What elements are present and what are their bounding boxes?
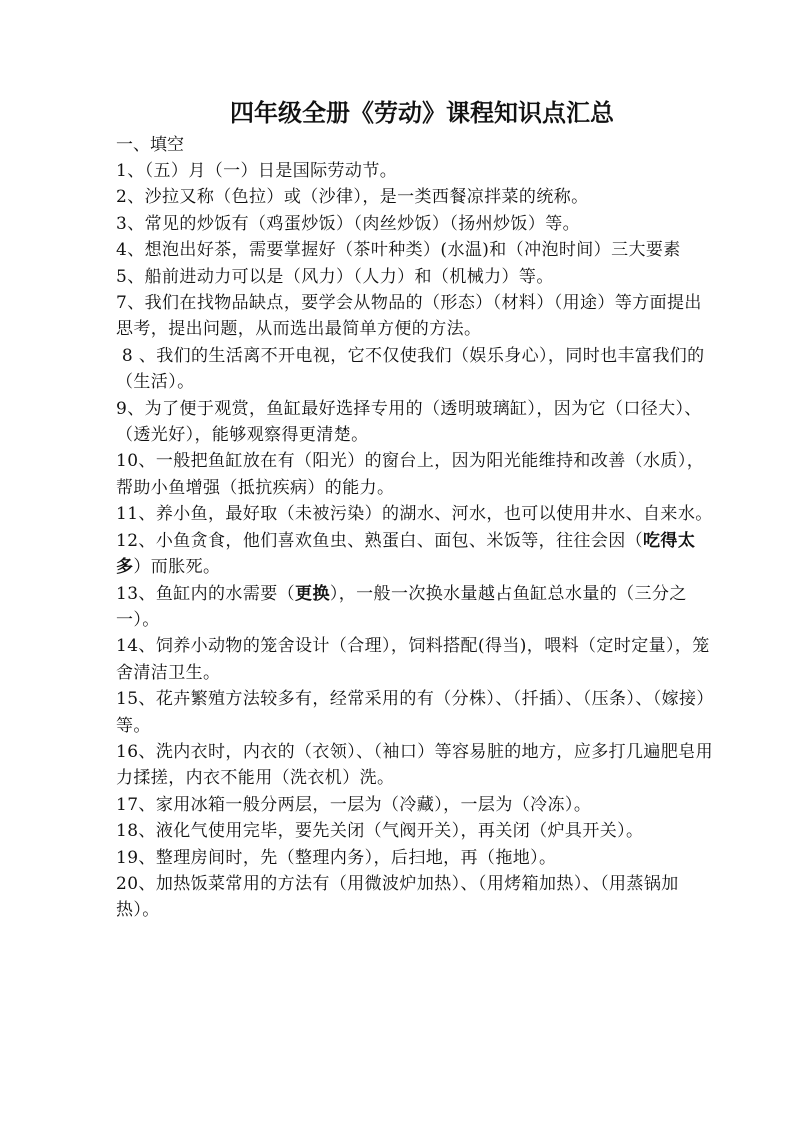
- list-item: 15、花卉繁殖方法较多有，经常采用的有（分株）、（扦插）、（压条）、（嫁接）等。: [116, 689, 714, 736]
- list-item: 8 、我们的生活离不开电视，它不仅使我们（娱乐身心），同时也丰富我们的（生活）。: [116, 345, 705, 393]
- list-item: 10、一般把鱼缸放在有（阳光）的窗台上，因为阳光能维持和改善（水质），帮助小鱼增强（抵抗疾病）的能力。: [116, 451, 705, 498]
- list-item: 4、想泡出好茶，需要掌握好（茶叶种类）(水温)和（冲泡时间）三大要素: [116, 240, 681, 261]
- list-item: 17、家用冰箱一般分两层，一层为（冷藏），一层为（冷冻）。: [116, 794, 592, 815]
- list-item: 19、整理房间时，先（整理内务），后扫地，再（拖地）。: [116, 847, 557, 868]
- list-item: 13、鱼缸内的水需要（更换），一般一次换水量越占鱼缸总水量的（三分之一）。: [116, 583, 687, 630]
- list-item: 14、饲养小动物的笼舍设计（合理），饲料搭配(得当)，喂料（定时定量），笼舍清洁卫生。: [116, 636, 710, 683]
- section-heading: 一、填空: [116, 135, 184, 155]
- item-list: [116, 158, 716, 924]
- bold-text: 更换: [295, 583, 330, 604]
- list-item: 18、液化气使用完毕，要先关闭（气阀开关），再关闭（炉具开关）。: [116, 821, 644, 842]
- list-item: 3、常见的炒饭有（鸡蛋炒饭）（肉丝炒饭）（扬州炒饭）等。: [116, 213, 581, 234]
- list-item: 16、洗内衣时，内衣的（衣领）、（袖口）等容易脏的地方，应多打几遍肥皂用力揉搓，内衣不能用（洗衣机）洗。: [116, 741, 714, 789]
- list-item: 5、船前进动力可以是（风力）（人力）和（机械力）等。: [116, 266, 554, 287]
- list-item: 12、小鱼贪食，他们喜欢鱼虫、熟蛋白、面包、米饭等，往往会因（吃得太多）而胀死。: [116, 530, 696, 578]
- list-item: 2、沙拉又称（色拉）或（沙律），是一类西餐凉拌菜的统称。: [116, 187, 589, 208]
- list-item: 9、为了便于观赏，鱼缸最好选择专用的（透明玻璃缸），因为它（口径大）、（透光好），能够观察得更清楚。: [116, 398, 702, 446]
- list-item: 20、加热饭菜常用的方法有（用微波炉加热）、（用烤箱加热）、（用蒸锅加热）。: [116, 873, 679, 921]
- document-title: 四年级全册《劳动》课程知识点汇总: [230, 99, 614, 127]
- bold-text: 吃得太多: [116, 530, 696, 578]
- list-item: 11、养小鱼，最好取（未被污染）的湖水、河水，也可以使用井水、自来水。: [116, 504, 713, 525]
- document-page: [116, 96, 716, 924]
- list-item: 1、（五）月（一）日是国际劳动节。: [116, 161, 398, 181]
- list-item: 7、我们在找物品缺点，要学会从物品的（形态）（材料）（用途）等方面提出思考，提出问题，从而选出最简单方便的方法。: [116, 293, 702, 340]
